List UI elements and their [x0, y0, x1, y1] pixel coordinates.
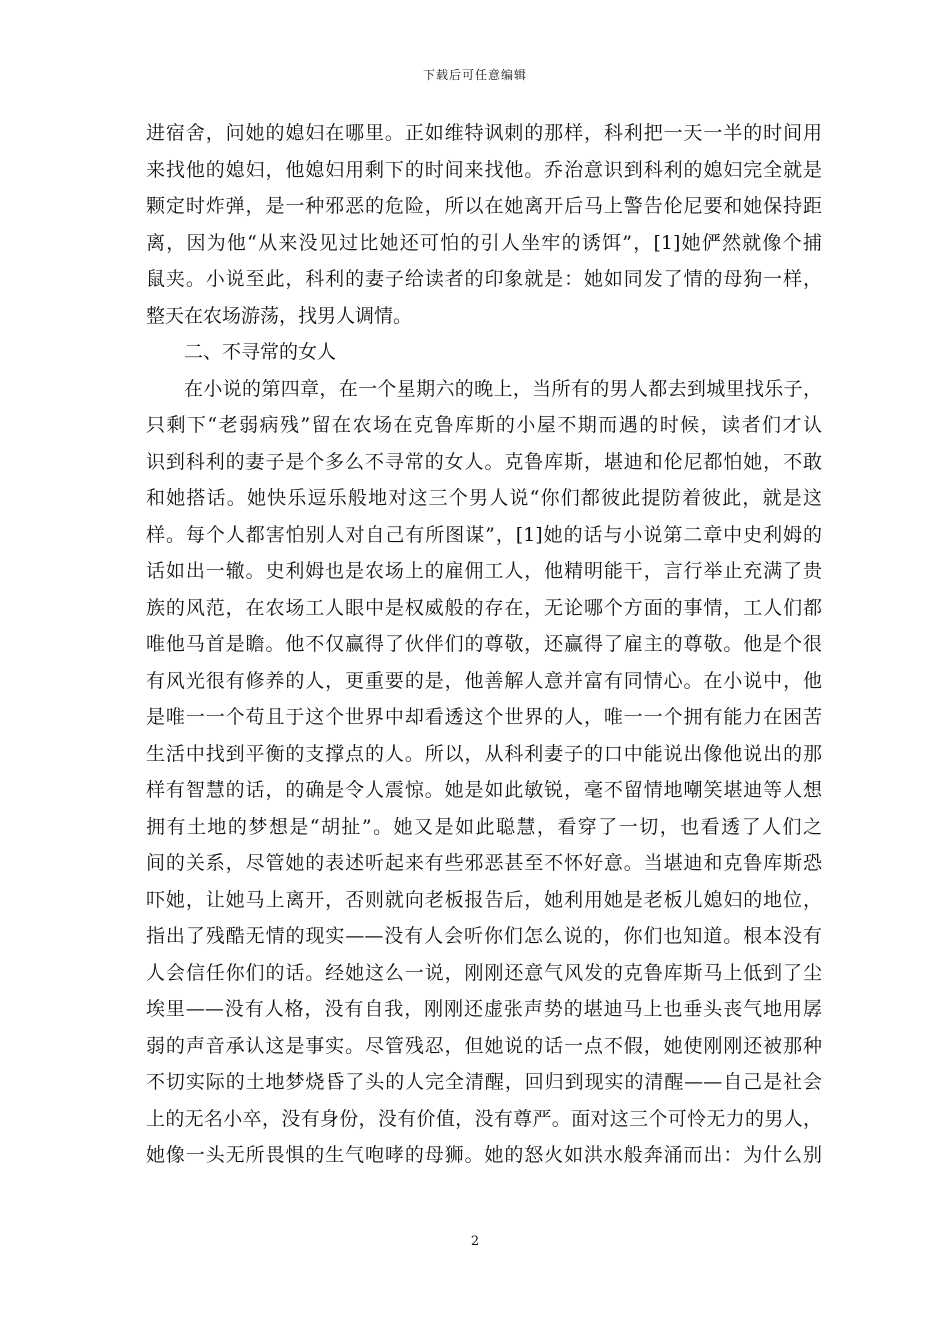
- text-line: 拥有土地的梦想是“胡扯”。她又是如此聪慧，看穿了一切，也看透了人们之: [146, 815, 822, 838]
- text-line: 鼠夹。小说至此，科利的妻子给读者的印象就是：她如同发了情的母狗一样，: [146, 268, 822, 290]
- text-line: 进宿舍，问她的媳妇在哪里。正如维特讽刺的那样，科利把一天一半的时间用: [146, 122, 822, 144]
- text-line: 生活中找到平衡的支撑点的人。所以，从科利妻子的口中能说出像他说出的那: [146, 742, 822, 765]
- text-line: 离，因为他“从来没见过比她还可怕的引人坐牢的诱饵”，[1]她俨然就像个捕: [146, 231, 822, 254]
- text-line: 弱的声音承认这是事实。尽管残忍，但她说的话一点不假，她使刚刚还被那种: [146, 1034, 822, 1057]
- text-line: 识到科利的妻子是个多么不寻常的女人。克鲁库斯，堪迪和伦尼都怕她，不敢: [146, 450, 822, 473]
- text-line: 她像一头无所畏惧的生气咆哮的母狮。她的怒火如洪水般奔涌而出：为什么别: [146, 1144, 822, 1166]
- section-heading: 二、不寻常的女人: [184, 341, 337, 363]
- document-body: [146, 115, 822, 1174]
- text-line: 族的风范，在农场工人眼中是权威般的存在，无论哪个方面的事情，工人们都: [146, 596, 822, 619]
- text-line: 样。每个人都害怕别人对自己有所图谋”，[1]她的话与小说第二章中史利姆的: [146, 523, 822, 546]
- text-line: 颗定时炸弹，是一种邪恶的危险，所以在她离开后马上警告伦尼要和她保持距: [146, 195, 822, 217]
- text-line: 不切实际的土地梦烧昏了头的人完全清醒，回归到现实的清醒——自己是社会: [146, 1071, 822, 1093]
- text-line: 和她搭话。她快乐逗乐般地对这三个男人说“你们都彼此提防着彼此，就是这: [146, 487, 822, 509]
- text-line: 有风光很有修养的人，更重要的是，他善解人意并富有同情心。在小说中，他: [146, 669, 822, 692]
- text-line: 来找他的媳妇，他媳妇用剩下的时间来找他。乔治意识到科利的媳妇完全就是: [146, 158, 822, 181]
- text-line: 话如出一辙。史利姆也是农场上的雇佣工人，他精明能干，言行举止充满了贵: [146, 560, 822, 582]
- text-line: 吓她，让她马上离开，否则就向老板报告后，她利用她是老板儿媳妇的地位，: [146, 888, 822, 911]
- page-number: 2: [470, 1234, 480, 1249]
- text-line: 埃里——没有人格，没有自我，刚刚还虚张声势的堪迪马上也垂头丧气地用孱: [146, 998, 822, 1020]
- text-line: 人会信任你们的话。经她这么一说，刚刚还意气风发的克鲁库斯马上低到了尘: [146, 961, 822, 984]
- text-line: 整天在农场游荡，找男人调情。: [146, 304, 413, 327]
- text-line: 间的关系，尽管她的表述听起来有些邪恶甚至不怀好意。当堪迪和克鲁库斯恐: [146, 852, 822, 874]
- text-line: 样有智慧的话，的确是令人震惊。她是如此敏锐，毫不留情地嘲笑堪迪等人想: [146, 779, 822, 801]
- page-header: 下载后可任意编辑: [422, 68, 527, 82]
- text-line: 指出了残酷无情的现实——没有人会听你们怎么说的，你们也知道。根本没有: [146, 925, 822, 947]
- text-line: 是唯一一个苟且于这个世界中却看透这个世界的人，唯一一个拥有能力在困苦: [146, 706, 822, 728]
- text-line: 在小说的第四章，在一个星期六的晚上，当所有的男人都去到城里找乐子，: [184, 377, 822, 400]
- text-line: 上的无名小卒，没有身份，没有价值，没有尊严。面对这三个可怜无力的男人，: [146, 1107, 822, 1130]
- text-line: 唯他马首是瞻。他不仅赢得了伙伴们的尊敬，还赢得了雇主的尊敬。他是个很: [146, 633, 822, 655]
- text-line: 只剩下“老弱病残”留在农场在克鲁库斯的小屋不期而遇的时候，读者们才认: [146, 414, 822, 436]
